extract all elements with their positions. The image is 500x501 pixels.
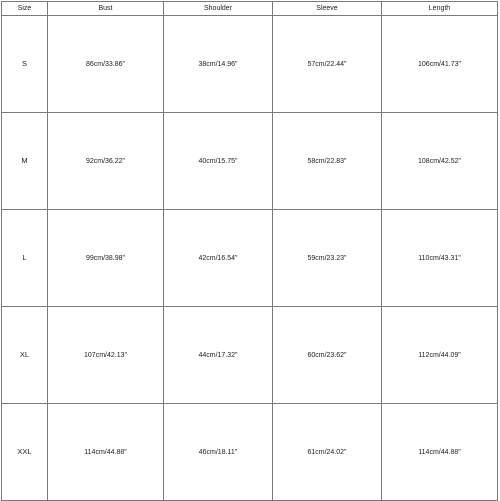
size-cell: XL [2, 307, 48, 404]
bust-cell: 86cm/33.86" [48, 16, 164, 113]
sleeve-cell: 58cm/22.83" [273, 113, 382, 210]
length-cell: 110cm/43.31" [382, 210, 498, 307]
shoulder-cell: 42cm/16.54" [164, 210, 273, 307]
shoulder-cell: 38cm/14.96" [164, 16, 273, 113]
sleeve-cell: 59cm/23.23" [273, 210, 382, 307]
size-cell: M [2, 113, 48, 210]
table-row [2, 307, 498, 404]
length-cell: 106cm/41.73" [382, 16, 498, 113]
header-size: Size [2, 2, 48, 16]
shoulder-cell: 40cm/15.75" [164, 113, 273, 210]
size-chart-table [1, 1, 498, 501]
table-row [2, 113, 498, 210]
header-sleeve: Sleeve [273, 2, 382, 16]
table-row [2, 16, 498, 113]
length-cell: 114cm/44.88" [382, 404, 498, 501]
header-length: Length [382, 2, 498, 16]
size-cell: L [2, 210, 48, 307]
shoulder-cell: 44cm/17.32" [164, 307, 273, 404]
length-cell: 108cm/42.52" [382, 113, 498, 210]
bust-cell: 99cm/38.98" [48, 210, 164, 307]
bust-cell: 92cm/36.22" [48, 113, 164, 210]
sleeve-cell: 60cm/23.62" [273, 307, 382, 404]
shoulder-cell: 46cm/18.11" [164, 404, 273, 501]
header-shoulder: Shoulder [164, 2, 273, 16]
header-bust: Bust [48, 2, 164, 16]
table-row [2, 404, 498, 501]
table-row [2, 210, 498, 307]
header-row [2, 2, 498, 16]
length-cell: 112cm/44.09" [382, 307, 498, 404]
size-cell: S [2, 16, 48, 113]
bust-cell: 107cm/42.13" [48, 307, 164, 404]
sleeve-cell: 61cm/24.02" [273, 404, 382, 501]
bust-cell: 114cm/44.88" [48, 404, 164, 501]
size-cell: XXL [2, 404, 48, 501]
sleeve-cell: 57cm/22.44" [273, 16, 382, 113]
